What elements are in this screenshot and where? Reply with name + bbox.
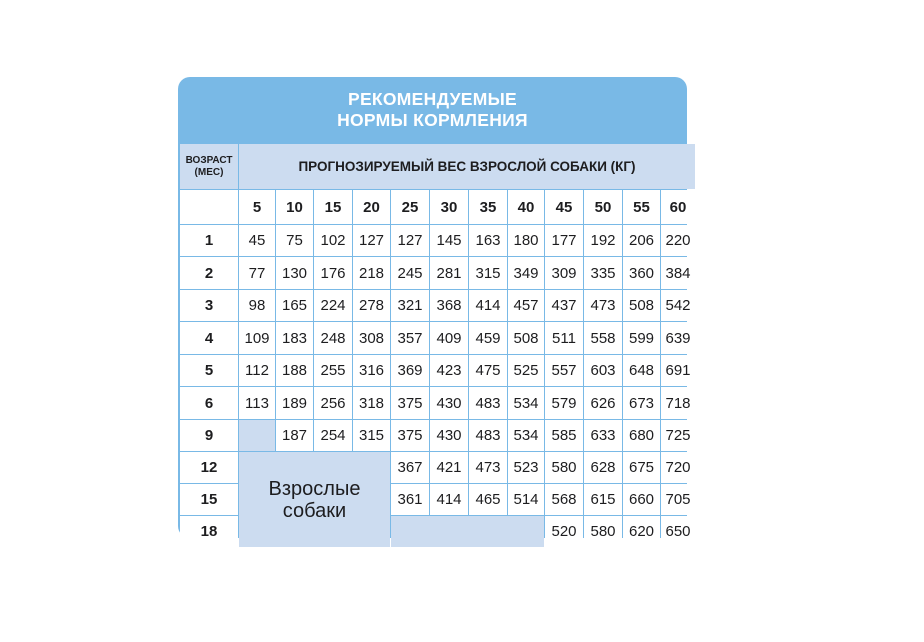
- table-cell: 660: [623, 484, 660, 515]
- age-column-header: [180, 144, 238, 189]
- age-header-line-2: (МЕС): [194, 166, 224, 178]
- table-cell: 368: [430, 290, 468, 321]
- age-row-label: 3: [180, 290, 238, 321]
- table-cell: 145: [430, 225, 468, 256]
- table-cell: 177: [545, 225, 583, 256]
- table-cell: 650: [661, 516, 695, 547]
- weight-row-corner: [180, 190, 238, 224]
- table-cell: 308: [353, 322, 390, 354]
- table-cell: 414: [469, 290, 507, 321]
- table-cell: 409: [430, 322, 468, 354]
- table-cell: 599: [623, 322, 660, 354]
- table-cell: 248: [314, 322, 352, 354]
- table-cell: 514: [508, 484, 544, 515]
- table-cell: 176: [314, 257, 352, 289]
- table-cell: 188: [276, 355, 313, 386]
- table-cell: 206: [623, 225, 660, 256]
- table-cell: 375: [391, 420, 429, 451]
- table-cell: 278: [353, 290, 390, 321]
- adult-region-block: [239, 420, 275, 451]
- table-cell: 523: [508, 452, 544, 483]
- table-cell: 367: [391, 452, 429, 483]
- feeding-table: [180, 144, 691, 540]
- table-cell: 349: [508, 257, 544, 289]
- table-cell: 218: [353, 257, 390, 289]
- age-row-label: 6: [180, 387, 238, 419]
- table-cell: 75: [276, 225, 313, 256]
- table-cell: 718: [661, 387, 695, 419]
- adult-label-line-1: Взрослые: [268, 477, 361, 500]
- table-cell: 180: [508, 225, 544, 256]
- table-cell: 112: [239, 355, 275, 386]
- table-cell: 508: [623, 290, 660, 321]
- table-cell: 525: [508, 355, 544, 386]
- table-cell: 673: [623, 387, 660, 419]
- table-cell: 675: [623, 452, 660, 483]
- table-cell: 511: [545, 322, 583, 354]
- table-cell: 615: [584, 484, 622, 515]
- table-cell: 130: [276, 257, 313, 289]
- table-cell: 639: [661, 322, 695, 354]
- table-cell: 256: [314, 387, 352, 419]
- age-row-label: 12: [180, 452, 238, 483]
- table-title: [178, 77, 687, 143]
- weight-col-header: 30: [430, 190, 468, 224]
- table-cell: 127: [391, 225, 429, 256]
- table-cell: 691: [661, 355, 695, 386]
- table-cell: 680: [623, 420, 660, 451]
- table-cell: 508: [508, 322, 544, 354]
- weight-col-header: 45: [545, 190, 583, 224]
- table-cell: 163: [469, 225, 507, 256]
- table-cell: 534: [508, 387, 544, 419]
- table-cell: 648: [623, 355, 660, 386]
- table-cell: 520: [545, 516, 583, 547]
- table-cell: 633: [584, 420, 622, 451]
- table-cell: 281: [430, 257, 468, 289]
- age-row-label: 18: [180, 516, 238, 547]
- table-cell: 421: [430, 452, 468, 483]
- table-cell: 725: [661, 420, 695, 451]
- weight-col-header: 20: [353, 190, 390, 224]
- table-cell: 255: [314, 355, 352, 386]
- age-row-label: 15: [180, 484, 238, 515]
- table-cell: 558: [584, 322, 622, 354]
- table-cell: 475: [469, 355, 507, 386]
- table-cell: 360: [623, 257, 660, 289]
- table-cell: 254: [314, 420, 352, 451]
- table-cell: 473: [469, 452, 507, 483]
- age-row-label: 4: [180, 322, 238, 354]
- table-cell: 585: [545, 420, 583, 451]
- weight-col-header: 5: [239, 190, 275, 224]
- table-cell: 109: [239, 322, 275, 354]
- table-cell: 628: [584, 452, 622, 483]
- table-cell: 335: [584, 257, 622, 289]
- weight-col-header: 25: [391, 190, 429, 224]
- table-cell: 113: [239, 387, 275, 419]
- age-row-label: 9: [180, 420, 238, 451]
- adult-region-block: [391, 516, 544, 547]
- table-cell: 557: [545, 355, 583, 386]
- weight-col-header: 60: [661, 190, 695, 224]
- table-cell: 318: [353, 387, 390, 419]
- table-cell: 375: [391, 387, 429, 419]
- table-cell: 459: [469, 322, 507, 354]
- table-cell: 102: [314, 225, 352, 256]
- table-cell: 224: [314, 290, 352, 321]
- weight-col-header: 35: [469, 190, 507, 224]
- table-cell: 315: [469, 257, 507, 289]
- title-line-1: РЕКОМЕНДУЕМЫЕ: [347, 89, 518, 109]
- table-cell: 127: [353, 225, 390, 256]
- table-cell: 430: [430, 420, 468, 451]
- table-cell: 568: [545, 484, 583, 515]
- table-cell: 45: [239, 225, 275, 256]
- table-cell: 315: [353, 420, 390, 451]
- table-cell: 580: [545, 452, 583, 483]
- table-cell: 579: [545, 387, 583, 419]
- table-cell: 98: [239, 290, 275, 321]
- table-cell: 473: [584, 290, 622, 321]
- table-cell: 457: [508, 290, 544, 321]
- table-cell: 465: [469, 484, 507, 515]
- weight-col-header: 10: [276, 190, 313, 224]
- table-cell: 542: [661, 290, 695, 321]
- table-cell: 580: [584, 516, 622, 547]
- table-cell: 189: [276, 387, 313, 419]
- table-cell: 187: [276, 420, 313, 451]
- table-cell: 705: [661, 484, 695, 515]
- table-cell: 183: [276, 322, 313, 354]
- table-cell: 423: [430, 355, 468, 386]
- table-cell: 220: [661, 225, 695, 256]
- feeding-norms-card: [178, 77, 691, 540]
- table-cell: 361: [391, 484, 429, 515]
- table-cell: 316: [353, 355, 390, 386]
- table-cell: 357: [391, 322, 429, 354]
- weight-col-header: 40: [508, 190, 544, 224]
- table-cell: 414: [430, 484, 468, 515]
- adult-label-line-2: собаки: [282, 499, 347, 522]
- age-row-label: 5: [180, 355, 238, 386]
- weight-col-header: 50: [584, 190, 622, 224]
- table-cell: 245: [391, 257, 429, 289]
- weight-header: ПРОГНОЗИРУЕМЫЙ ВЕС ВЗРОСЛОЙ СОБАКИ (КГ): [239, 144, 695, 189]
- table-cell: 309: [545, 257, 583, 289]
- table-cell: 165: [276, 290, 313, 321]
- adult-dogs-label: [239, 452, 390, 547]
- table-cell: 369: [391, 355, 429, 386]
- table-cell: 437: [545, 290, 583, 321]
- table-cell: 603: [584, 355, 622, 386]
- table-cell: 620: [623, 516, 660, 547]
- table-cell: 321: [391, 290, 429, 321]
- table-cell: 720: [661, 452, 695, 483]
- weight-col-header: 15: [314, 190, 352, 224]
- table-cell: 192: [584, 225, 622, 256]
- weight-col-header: 55: [623, 190, 660, 224]
- table-cell: 534: [508, 420, 544, 451]
- age-row-label: 1: [180, 225, 238, 256]
- table-cell: 384: [661, 257, 695, 289]
- age-header-line-1: ВОЗРАСТ: [185, 154, 233, 166]
- age-row-label: 2: [180, 257, 238, 289]
- table-cell: 430: [430, 387, 468, 419]
- table-cell: 483: [469, 387, 507, 419]
- table-cell: 483: [469, 420, 507, 451]
- table-cell: 626: [584, 387, 622, 419]
- table-cell: 77: [239, 257, 275, 289]
- title-line-2: НОРМЫ КОРМЛЕНИЯ: [337, 110, 528, 130]
